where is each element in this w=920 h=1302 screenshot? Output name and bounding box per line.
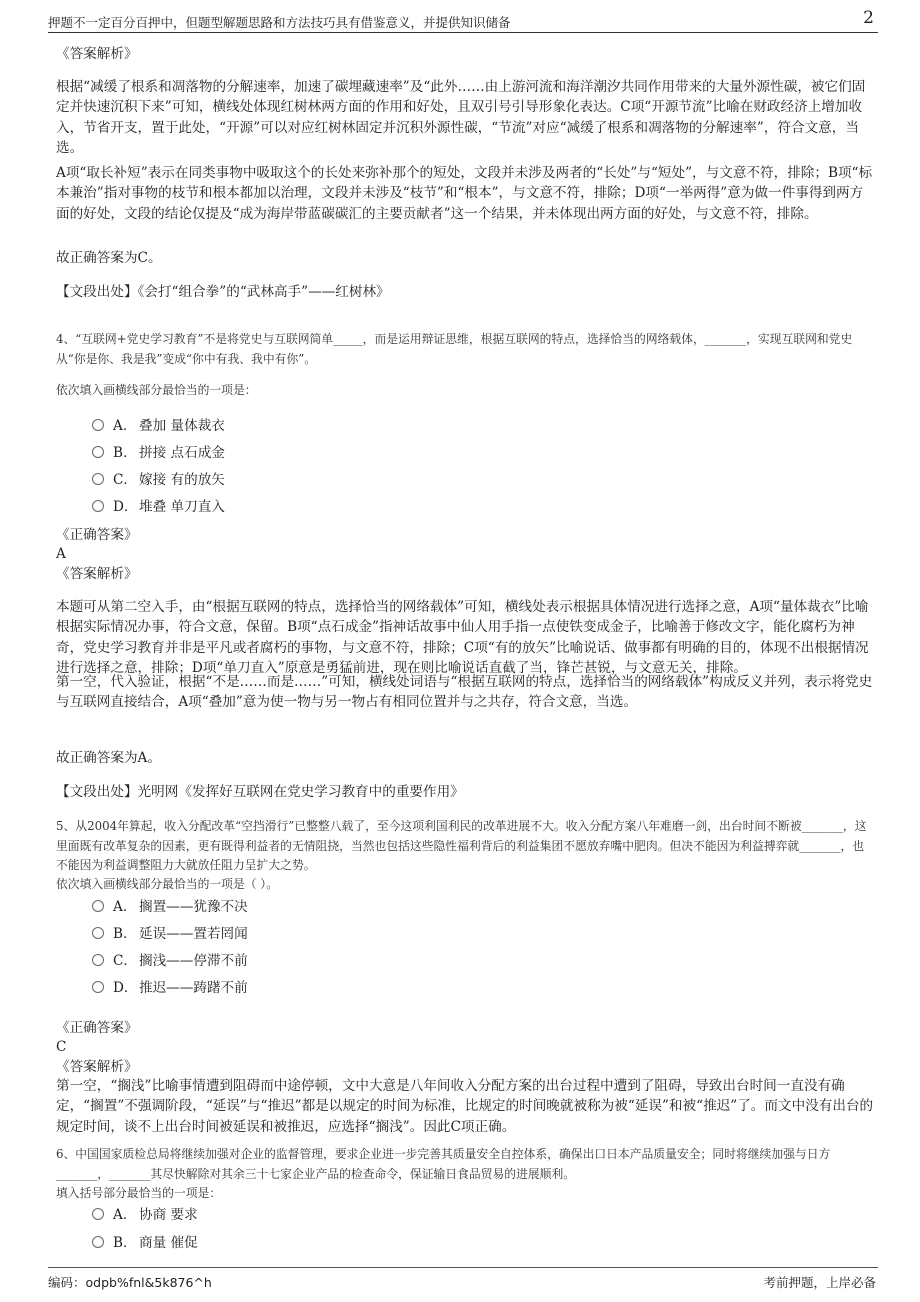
option-text: 协商 要求	[139, 1207, 198, 1223]
q5-stem: 5、从2004年算起，收入分配改革“空挡滑行”已整整八载了，至今这项利国利民的改革进展不大。收入分配方案八年难磨一剑，出台时间不断被_______，这里面既有改革复杂的因素，更有既得利益者的无情阻挠，当然也包括这些隐性福利背后的利益集团不愿放弃嘴中肥肉。但决不能因为利益搏弈就_______，也不能因为利益调整阻力大就放任阻力呈扩大之势。	[56, 819, 867, 873]
q3-analysis-para2: A项“取长补短”表示在同类事物中吸取这个的长处来弥补那个的短处，文段并未涉及两者的“长处”与“短处”，与文意不符，排除；B项“标本兼治”指对事物的枝节和根本都加以治理，文段并未涉及“枝节”和“根本”，与文意不符，排除；D项“一举两得”意为做一件事得到两方面的好处，文段的结论仅提及“成为海岸带蓝碳碳汇的主要贡献者”这一个结果，并未体现出两方面的好处，与文意不符，排除。	[56, 165, 873, 222]
q5-analysis-label: 《答案解析》	[56, 1059, 138, 1075]
radio-icon[interactable]	[92, 1236, 104, 1248]
option-key: A．	[113, 1207, 137, 1223]
q5-answer: C	[56, 1039, 67, 1055]
q4-stem: 4、“互联网+党史学习教育”不是将党史与互联网简单_____，而是运用辩证思维，根据互联网的特点，选择恰当的网络载体，_______，实现互联网和党史从“你是你、我是我”变成“你中有我、我中有你”。	[56, 332, 853, 366]
option-text: 嫁接 有的放矢	[139, 472, 225, 488]
radio-icon[interactable]	[92, 954, 104, 966]
header-disclaimer: 押题不一定百分百押中，但题型解题思路和方法技巧具有借鉴意义，并提供知识储备	[48, 15, 511, 30]
radio-icon[interactable]	[92, 900, 104, 912]
q6-stem: 6、中国国家质检总局将继续加强对企业的监督管理，要求企业进一步完善其质量安全自控体系，确保出口日本产品质量安全；同时将继续加强与日方_______，_______其尽快解除对其余三十七家企业产品的检查命令，保证输日食品贸易的进展顺利。	[56, 1147, 831, 1181]
q5-prompt: 依次填入画横线部分最恰当的一项是（ ）。	[56, 877, 278, 891]
q5-correct-label: 《正确答案》	[56, 1020, 138, 1036]
option-text: 堆叠 单刀直入	[139, 499, 225, 515]
q6-option-b[interactable]	[92, 1233, 198, 1253]
q3-source: 【文段出处】《会打“组合拳”的“武林高手”——红树林》	[56, 284, 390, 300]
q3-conclusion: 故正确答案为C。	[56, 250, 162, 266]
q4-option-d[interactable]	[92, 497, 225, 517]
option-key: C．	[113, 472, 137, 488]
q4-option-a[interactable]	[92, 416, 225, 436]
q4-analysis-para1: 本题可从第二空入手，由“根据互联网的特点，选择恰当的网络载体”可知，横线处表示根据具体情况进行选择之意，A项“量体裁衣”比喻根据实际情况办事，符合文意，保留。B项“点石成金”指神话故事中仙人用手指一点使铁变成金子，比喻善于修改文字，能化腐朽为神奇，党史学习教育并非是平凡或者腐朽的事物，与文意不符，排除；C项“有的放矢”比喻说话、做事都有明确的目的，体现不出根据情况进行选择之意，排除；D项“单刀直入”原意是勇猛前进，现在则比喻说话直截了当，锋芒甚锐，与文意无关，排除。	[56, 599, 869, 677]
option-text: 商量 催促	[139, 1235, 198, 1251]
footer-slogan: 考前押题，上岸必备	[763, 1275, 876, 1290]
q5-analysis-text: 第一空，“搁浅”比喻事情遭到阻碍而中途停顿，文中大意是八年间收入分配方案的出台过程中遭到了阻碍，导致出台时间一直没有确定，“搁置”不强调阶段，“延误”与“推迟”都是以规定的时间为标准，比规定的时间晚就被称为被“延误”和被“推迟”了。而文中没有出台的规定时间，谈不上出台时间被延误和被推迟，应选择“搁浅”。因此C项正确。	[56, 1078, 874, 1135]
q5-option-a[interactable]	[92, 897, 248, 917]
q4-correct-label: 《正确答案》	[56, 527, 138, 543]
option-key: C．	[113, 953, 137, 969]
option-key: A．	[113, 899, 137, 915]
radio-icon[interactable]	[92, 419, 104, 431]
q5-option-d[interactable]	[92, 978, 248, 998]
q5-option-b[interactable]	[92, 924, 248, 944]
radio-icon[interactable]	[92, 1208, 104, 1220]
option-key: A．	[113, 418, 137, 434]
option-text: 搁置——犹豫不决	[139, 899, 248, 915]
q4-source: 【文段出处】光明网《发挥好互联网在党史学习教育中的重要作用》	[56, 784, 464, 800]
option-key: D．	[113, 980, 138, 996]
q6-prompt: 填入括号部分最恰当的一项是：	[56, 1186, 222, 1200]
q3-analysis-para1: 根据“减缓了根系和凋落物的分解速率，加速了碳埋藏速率”及“此外……由上游河流和海洋潮汐共同作用带来的大量外源性碳，被它们固定并快速沉积下来”可知，横线处体现红树林两方面的作用和好处，且双引号引导形象化表达。C项“开源节流”比喻在财政经济上增加收入，节省开支，置于此处，“开源”可以对应红树林固定并沉积外源性碳，“节流”对应“减缓了根系和凋落物的分解速率”，符合文意，当选。	[56, 79, 866, 157]
footer-code: 编码：odpb%fnl&5k876^h	[48, 1275, 212, 1290]
option-text: 搁浅——停滞不前	[139, 953, 248, 969]
option-key: B．	[113, 926, 137, 942]
option-text: 拼接 点石成金	[139, 445, 225, 461]
radio-icon[interactable]	[92, 981, 104, 993]
q4-conclusion: 故正确答案为A。	[56, 750, 161, 766]
q4-analysis-label: 《答案解析》	[56, 566, 138, 582]
option-key: D．	[113, 499, 138, 515]
radio-icon[interactable]	[92, 446, 104, 458]
page-header	[48, 10, 878, 33]
page-number: 2	[863, 8, 874, 28]
q4-analysis-para2: 第一空，代入验证，根据“不是……而是……”可知，横线处词语与“根据互联网的特点，选择恰当的网络载体”构成反义并列，表示将党史与互联网直接结合，A项“叠加”意为使一物与另一物占有相同位置并与之共存，符合文意，当选。	[56, 674, 873, 711]
q4-option-b[interactable]	[92, 443, 225, 463]
option-text: 叠加 量体裁衣	[139, 418, 225, 434]
radio-icon[interactable]	[92, 473, 104, 485]
q4-prompt: 依次填入画横线部分最恰当的一项是：	[56, 383, 257, 397]
option-key: B．	[113, 1235, 137, 1251]
q4-option-c[interactable]	[92, 470, 225, 490]
option-key: B．	[113, 445, 137, 461]
q4-answer: A	[56, 546, 66, 562]
q6-option-a[interactable]	[92, 1205, 198, 1225]
option-text: 推迟——踌躇不前	[139, 980, 248, 996]
q5-option-c[interactable]	[92, 951, 248, 971]
radio-icon[interactable]	[92, 500, 104, 512]
q3-analysis-label: 《答案解析》	[56, 46, 138, 62]
radio-icon[interactable]	[92, 927, 104, 939]
page-footer	[48, 1267, 878, 1292]
option-text: 延误——置若罔闻	[139, 926, 248, 942]
